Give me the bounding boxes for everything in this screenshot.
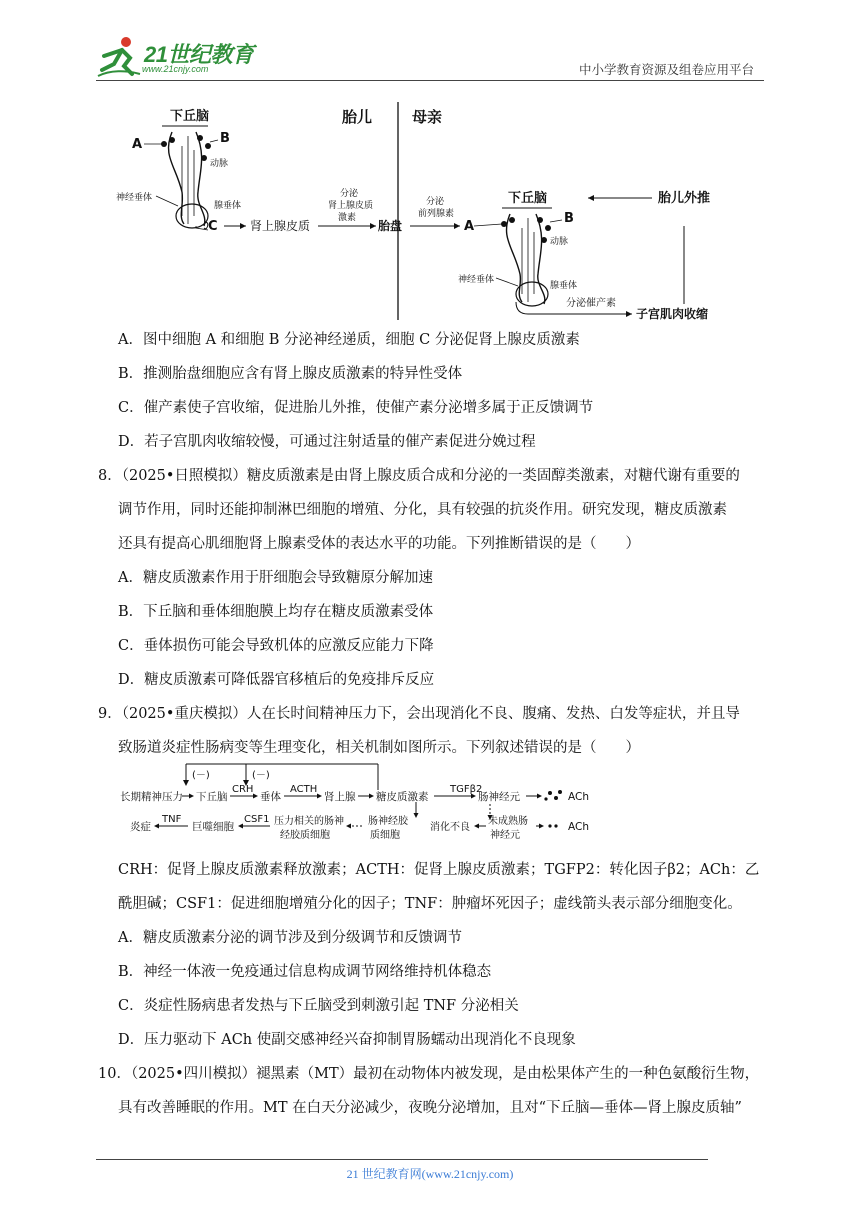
secrete-label-1: 分泌 (340, 189, 359, 199)
q8-option-a: A．糖皮质激素作用于肝细胞会导致糖原分解加速 (118, 570, 433, 586)
uterus-contraction-label: 子宫肌肉收缩 (636, 307, 709, 321)
ach-label-1: ACh (568, 791, 589, 803)
platform-title: 中小学教育资源及组卷应用平台 (578, 63, 754, 77)
acth-label: ACTH (290, 784, 318, 795)
q9-option-d: D．压力驱动下 ACh 使副交感神经兴奋抑制胃肠蠕动出现消化不良现象 (118, 1032, 576, 1048)
prostaglandin-label-2: 前列腺素 (418, 209, 455, 219)
fetal-adenohypophysis-label: 腺垂体 (214, 201, 242, 211)
adrenal-cortex-label: 肾上腺皮质 (250, 219, 311, 233)
maternal-hypothalamus-label: 下丘脑 (508, 191, 548, 206)
q8-option-c: C．垂体损伤可能会导致机体的应激反应能力下降 (118, 638, 434, 654)
fetal-cell-c-label: C (208, 219, 218, 234)
footer-link[interactable]: 21 世纪教育网(www.21cnjy.com) (346, 1167, 514, 1181)
fetal-pituitary-drawing (116, 108, 241, 230)
hormone-regulation-figure (112, 96, 772, 321)
tgf-label: TGFβ2 (450, 784, 483, 795)
q10-stem-line-2: 具有改善睡眠的作用。MT 在白天分泌减少，夜晚分泌增加，且对“下丘脑—垂体—肾上腺皮质轴” (118, 1100, 742, 1116)
q9-option-c: C．炎症性肠病患者发热与下丘脑受到刺激引起 TNF 分泌相关 (118, 998, 519, 1014)
maternal-cell-b-label: B (564, 211, 574, 226)
maternal-cell-a-label: A (464, 219, 475, 234)
logo-text: 21世纪教育 (144, 42, 254, 67)
feedback-minus-2: (－) (252, 770, 270, 781)
q8-stem-line-1: 8．（2025•日照模拟）糖皮质激素是由肾上腺皮质合成和分泌的一类固醇类激素，对糖代谢有重要的 (98, 468, 740, 484)
stress-mechanism-diagram (112, 752, 712, 852)
runner-logo-icon (96, 36, 142, 78)
q10-stem-line-1: 10．（2025•四川模拟）褪黑素（MT）最初在动物体内被发现，是由松果体产生的一种色氨酸衍生物， (98, 1066, 760, 1082)
fetal-cell-a-label: A (132, 137, 143, 152)
q8-option-b: B．下丘脑和垂体细胞膜上均存在糖皮质激素受体 (118, 604, 434, 620)
q7-option-c: C．催产素使子宫收缩，促进胎儿外推，使催产素分泌增多属于正反馈调节 (118, 400, 594, 416)
q8-stem-line-2: 调节作用，同时还能抑制淋巴细胞的增殖、分化，具有较强的抗炎作用。研究发现，糖皮质激素 (118, 502, 727, 518)
q9-stem-line-1: 9．（2025•重庆模拟）人在长时间精神压力下，会出现消化不良、腹痛、发热、白发等症状，并且导 (98, 706, 740, 722)
enteric-glia-node-line1: 肠神经胶 (368, 816, 408, 827)
q9-note-line-1: CRH：促肾上腺皮质激素释放激素；ACTH：促肾上腺皮质激素；TGFP2：转化因子β2；ACh：乙 (118, 862, 760, 878)
maternal-neurohypophysis-label: 神经垂体 (458, 275, 495, 285)
hypothalamus-node: 下丘脑 (196, 791, 228, 803)
adrenal-node: 肾上腺 (324, 791, 356, 803)
fetal-artery-label: 动脉 (210, 159, 229, 169)
macrophage-node: 巨噬细胞 (192, 821, 234, 833)
immature-neuron-line1: 未成熟肠 (488, 816, 528, 827)
header-divider (96, 80, 764, 81)
ach-label-2: ACh (568, 821, 589, 833)
enteric-glia-node-line2: 质细胞 (370, 830, 400, 841)
oxytocin-label: 分泌催产素 (566, 298, 616, 309)
q9-stem-line-2: 致肠道炎症性肠病变等生理变化，相关机制如图所示。下列叙述错误的是（ ） (118, 740, 640, 756)
q9-note-line-2: 酰胆碱；CSF1：促进细胞增殖分化的因子；TNF：肿瘤坏死因子；虚线箭头表示部分细胞变化。 (118, 896, 742, 912)
q7-option-d: D．若子宫肌肉收缩较慢，可通过注射适量的催产素促进分娩过程 (118, 434, 536, 450)
maternal-pituitary-drawing (458, 190, 632, 314)
fetus-push-label: 胎儿外推 (658, 191, 711, 206)
stress-glia-node-line1: 压力相关的肠神 (274, 816, 344, 827)
footer-divider (96, 1159, 708, 1160)
q7-option-a: A．图中细胞 A 和细胞 B 分泌神经递质，细胞 C 分泌促肾上腺皮质激素 (118, 332, 580, 348)
stress-glia-node-line2: 经胶质细胞 (280, 830, 330, 841)
fetus-label: 胎儿 (342, 108, 373, 126)
q9-option-a: A．糖皮质激素分泌的调节涉及到分级调节和反馈调节 (118, 930, 462, 946)
maternal-artery-label: 动脉 (550, 237, 569, 247)
page-header (0, 0, 860, 85)
site-logo[interactable] (96, 36, 266, 78)
crh-label: CRH (232, 784, 254, 795)
pituitary-node: 垂体 (260, 791, 281, 803)
mother-label: 母亲 (412, 108, 443, 126)
logo-url: www.21cnjy.com (142, 64, 209, 74)
maternal-adenohypophysis-label: 腺垂体 (550, 281, 578, 291)
ach-vesicles-icon (544, 790, 562, 801)
fetal-hypothalamus-label: 下丘脑 (170, 109, 210, 124)
q9-option-b: B．神经一体液一免疫通过信息构成调节网络维持机体稳态 (118, 964, 492, 980)
q7-option-b: B．推测胎盘细胞应含有肾上腺皮质激素的特异性受体 (118, 366, 463, 382)
feedback-minus-1: (－) (192, 770, 210, 781)
tnf-label: TNF (162, 814, 182, 825)
glucocorticoid-node: 糖皮质激素 (376, 791, 429, 803)
fetal-cell-b-label: B (220, 131, 230, 146)
q8-option-d: D．糖皮质激素可降低器官移植后的免疫排斥反应 (118, 672, 435, 688)
indigestion-node: 消化不良 (430, 822, 470, 833)
inflammation-node: 炎症 (130, 821, 151, 833)
prostaglandin-label-1: 分泌 (426, 197, 445, 207)
fetal-neurohypophysis-label: 神经垂体 (116, 193, 153, 203)
stress-node: 长期精神压力 (120, 791, 183, 803)
secrete-label-2: 肾上腺皮质 (328, 201, 374, 211)
ach-small-vesicles-icon (548, 824, 557, 827)
placenta-label: 胎盘 (378, 219, 403, 233)
csf1-label: CSF1 (244, 814, 270, 825)
secrete-label-3: 激素 (338, 213, 357, 223)
q8-stem-line-3: 还具有提高心肌细胞肾上腺素受体的表达水平的功能。下列推断错误的是（ ） (118, 536, 640, 552)
immature-neuron-line2: 神经元 (490, 830, 520, 841)
enteric-neuron-node: 肠神经元 (478, 791, 520, 803)
